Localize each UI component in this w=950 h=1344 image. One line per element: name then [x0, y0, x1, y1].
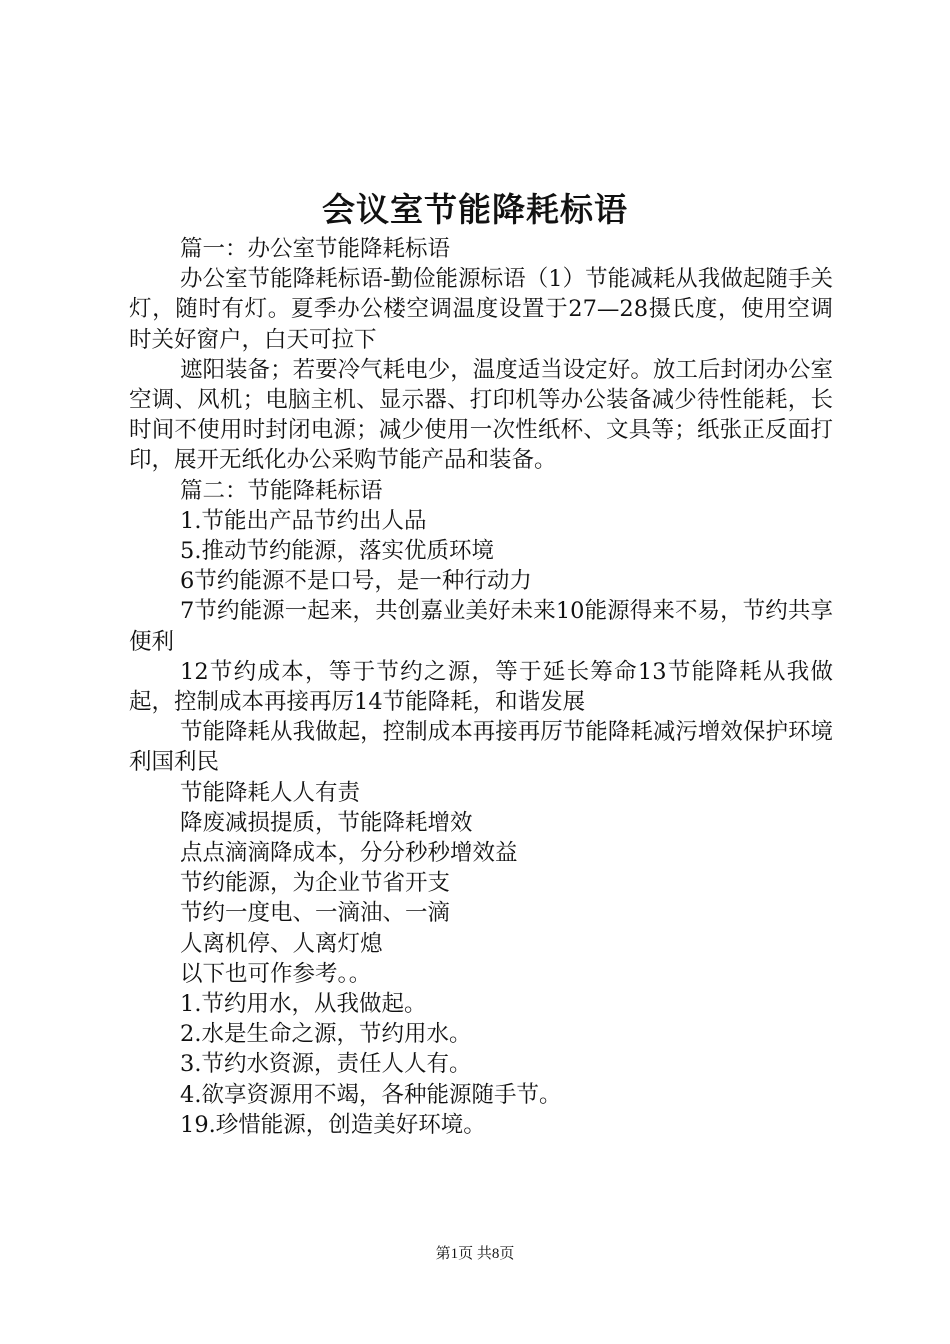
paragraph: 2.水是生命之源，节约用水。	[180, 1021, 472, 1048]
paragraph: 篇二：节能降耗标语	[180, 477, 383, 504]
paragraph: 节能降耗人人有责	[180, 779, 361, 806]
page-footer: 第1页 共8页	[435, 1246, 515, 1262]
paragraph: 人离机停、人离灯熄	[180, 930, 383, 957]
paragraph: 篇一：办公室节能降耗标语	[180, 236, 451, 262]
paragraph: 6节约能源不是口号，是一种行动力	[180, 568, 532, 595]
paragraph: 3.节约水资源，责任人人有。	[180, 1051, 472, 1078]
paragraph: 降废减损提质，节能降耗增效	[180, 809, 473, 836]
paragraph: 4.欲享资源用不竭，各种能源随手节。	[180, 1081, 562, 1108]
paragraph: 1.节能出产品节约出人品	[180, 507, 427, 534]
document-title: 会议室节能降耗标语	[322, 190, 628, 229]
paragraph: 19.珍惜能源，创造美好环境。	[180, 1111, 486, 1138]
paragraph: 遮阳装备；若要冷气耗电少，温度适当设定好。放工后封闭办公室空调、风机；电脑主机、显示器、打印机等办公装备减少待性能耗，长时间不使用时封闭电源；减少使用一次性纸杯、文具等；纸张正反面打印，展开无纸化办公采购节能产品和装备。	[129, 356, 833, 474]
paragraph: 以下也可作参考。。	[180, 960, 372, 987]
paragraph: 1.节约用水，从我做起。	[180, 991, 427, 1018]
document-body	[129, 234, 833, 1140]
paragraph: 7节约能源一起来，共创嘉业美好未来10能源得来不易，节约共享便利	[129, 598, 833, 655]
paragraph: 节约一度电、一滴油、一滴	[180, 900, 451, 927]
paragraph: 点点滴滴降成本，分分秒秒增效益	[180, 840, 518, 867]
paragraph: 节能降耗从我做起，控制成本再接再厉节能降耗减污增效保护环境利国利民	[129, 719, 833, 776]
paragraph: 节约能源，为企业节省开支	[180, 870, 451, 897]
paragraph: 12节约成本，等于节约之源，等于延长筹命13节能降耗从我做起，控制成本再接再厉14节能降耗，和谐发展	[129, 658, 833, 716]
paragraph: 5.推动节约能源，落实优质环境	[180, 538, 494, 565]
paragraph: 办公室节能降耗标语-勤俭能源标语（1）节能减耗从我做起随手关灯，随时有灯。夏季办公楼空调温度设置于27—28摄氏度，使用空调时关好窗户，白天可拉下	[129, 266, 833, 353]
